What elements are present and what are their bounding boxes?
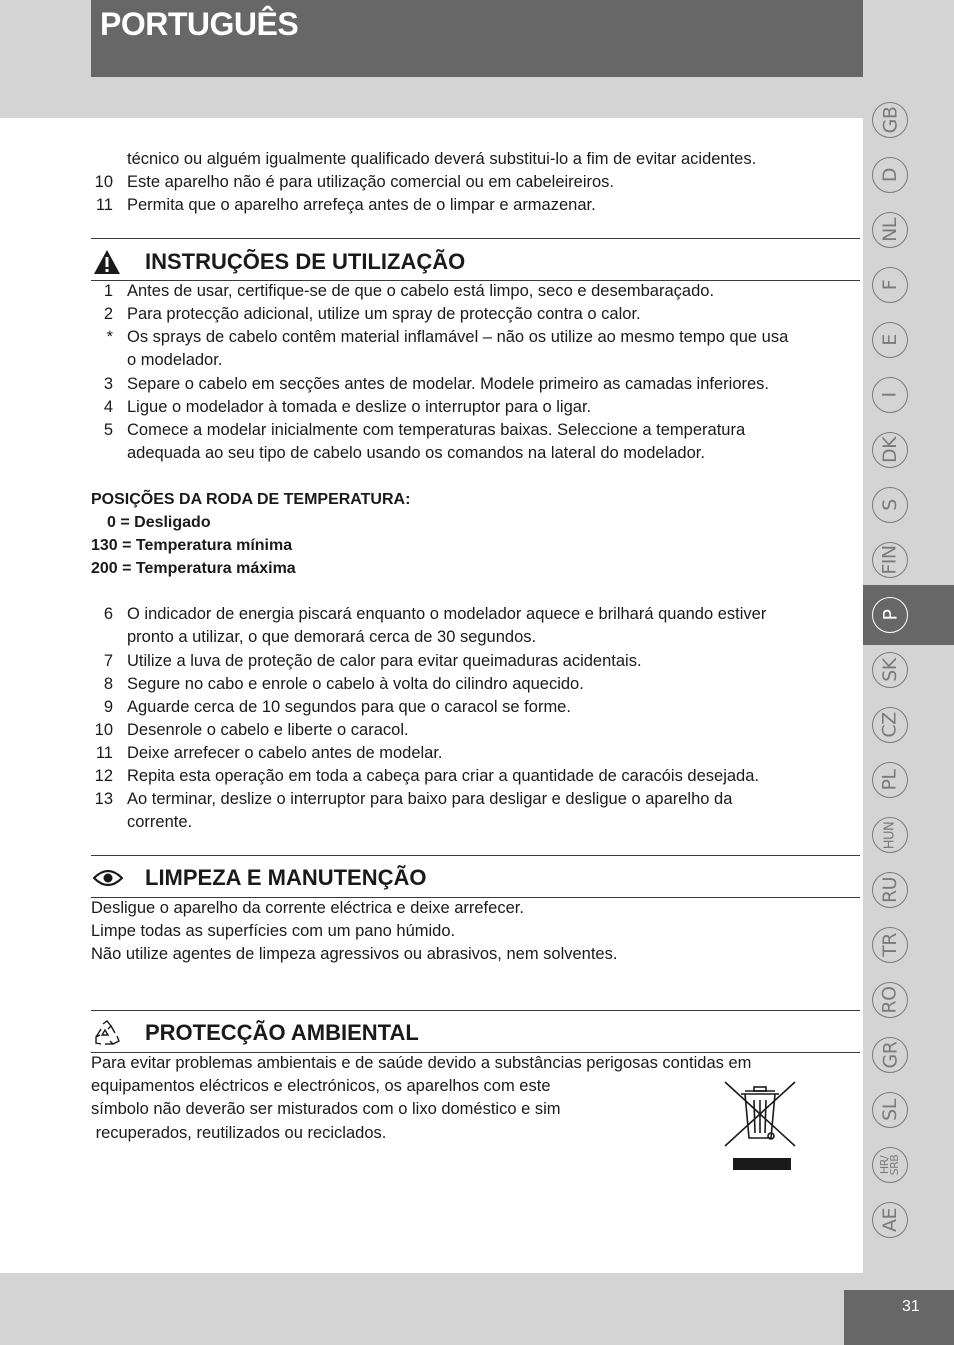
section-divider [91, 1010, 860, 1011]
page-number: 31 [902, 1298, 920, 1315]
lang-label: FIN [879, 545, 901, 575]
lang-tab-pl[interactable] [872, 762, 908, 798]
list-item-text: Aguarde cerca de 10 segundos para que o caracol se forme. [127, 698, 571, 716]
list-item-text: Separe o cabelo em secções antes de modelar. Modele primeiro as camadas inferiores. [127, 375, 770, 393]
list-item-number: 13 [94, 790, 113, 808]
section-divider [91, 855, 860, 856]
lang-label: NL [879, 218, 901, 242]
list-item-number: 12 [94, 767, 113, 785]
lang-tab-cz[interactable] [872, 707, 908, 743]
section-title-cleaning: LIMPEZA E MANUTENÇÃO [145, 865, 427, 890]
paragraph-line: Para evitar problemas ambientais e de saúde devido a substâncias perigosas contidas em [91, 1054, 752, 1072]
paragraph-line: Desligue o aparelho da corrente eléctrica e deixe arrefecer. [91, 899, 524, 917]
lang-label: HR/ SRB [878, 1154, 901, 1176]
lang-label: F [879, 279, 901, 291]
list-item-number: 9 [103, 698, 113, 716]
list-item-text: adequada ao seu tipo de cabelo usando os comandos na lateral do modelador. [127, 444, 705, 462]
list-item-number: 2 [103, 305, 113, 323]
lang-tab-tr[interactable] [872, 927, 908, 963]
lang-tab-p[interactable] [872, 597, 908, 633]
lang-label: D [878, 167, 901, 183]
lang-tab-i[interactable] [872, 377, 908, 413]
lang-tab-ru[interactable] [872, 872, 908, 908]
lang-label: CZ [878, 712, 901, 738]
language-sidebar [863, 100, 954, 1250]
list-item-text: Ligue o modelador à tomada e deslize o interruptor para o ligar. [127, 398, 592, 416]
lang-label: TR [879, 933, 901, 957]
section-title-instructions: INSTRUÇÕES DE UTILIZAÇÃO [145, 249, 466, 274]
page-number-box [844, 1290, 954, 1345]
page-title: PORTUGUÊS [100, 6, 299, 42]
lang-tab-d[interactable] [872, 157, 908, 193]
lang-label: RO [878, 986, 901, 1014]
lang-label: SL [879, 1099, 901, 1121]
list-item-number: 5 [103, 421, 113, 439]
list-item-text: técnico ou alguém igualmente qualificado deverá substitui-lo a fim de evitar acidentes. [127, 150, 757, 168]
lang-label: GB [878, 106, 901, 134]
lang-tab-ae[interactable] [872, 1202, 908, 1238]
list-item-number: 7 [103, 652, 113, 670]
list-item-text: pronto a utilizar, o que demorará cerca de 30 segundos. [127, 628, 537, 646]
paragraph-line: Não utilize agentes de limpeza agressivos ou abrasivos, nem solventes. [91, 945, 618, 963]
eye-icon [93, 867, 123, 889]
list-item-text: Para protecção adicional, utilize um spray de protecção contra o calor. [127, 305, 641, 323]
list-item-text: Antes de usar, certifique-se de que o cabelo está limpo, seco e desembaraçado. [127, 282, 715, 300]
lang-label: I [878, 392, 901, 398]
lang-label: PL [878, 769, 901, 791]
paragraph-line: equipamentos eléctricos e electrónicos, os aparelhos com este [91, 1077, 551, 1095]
list-item-text: Desenrole o cabelo e liberte o caracol. [127, 721, 409, 739]
list-item-text: Deixe arrefecer o cabelo antes de modelar. [127, 744, 443, 762]
list-item-text: Utilize a luva de proteção de calor para evitar queimaduras acidentais. [127, 652, 642, 670]
list-item-number: 8 [103, 675, 113, 693]
lang-tab-gr[interactable] [872, 1037, 908, 1073]
lang-label: AE [878, 1207, 901, 1233]
lang-label: DK [879, 436, 901, 464]
lang-tab-nl[interactable] [872, 212, 908, 248]
lang-tab-e[interactable] [872, 322, 908, 358]
lang-label: RU [878, 876, 901, 904]
list-item-number: 1 [103, 282, 113, 300]
lang-label: P [879, 609, 901, 621]
section-title-environment: PROTECÇÃO AMBIENTAL [145, 1020, 419, 1045]
list-item-number: 4 [103, 398, 113, 416]
temperature-positions-heading: POSIÇÕES DA RODA DE TEMPERATURA: [91, 491, 411, 508]
list-item-number: 6 [103, 605, 113, 623]
lang-tab-f[interactable] [872, 267, 908, 303]
lang-tab-fin[interactable] [872, 542, 908, 578]
paragraph-line: Limpe todas as superfícies com um pano húmido. [91, 922, 456, 940]
list-item-text: O indicador de energia piscará enquanto o modelador aquece e brilhará quando estiver [127, 605, 767, 623]
list-item-number: 11 [95, 196, 113, 214]
list-item-text: Repita esta operação em toda a cabeça para criar a quantidade de caracóis desejada. [127, 767, 759, 785]
lang-tab-sk[interactable] [872, 652, 908, 688]
paragraph-line: símbolo não deverão ser misturados com o lixo doméstico e sim [91, 1100, 561, 1118]
lang-label: HUN [882, 821, 898, 849]
section-divider [91, 238, 860, 239]
list-item-text: Segure no cabo e enrole o cabelo à volta do cilindro aquecido. [127, 675, 584, 693]
lang-tab-ro[interactable] [872, 982, 908, 1018]
list-item-number: 10 [94, 173, 113, 191]
temperature-position: 0 = Desligado [107, 514, 211, 531]
paragraph-line: recuperados, reutilizados ou reciclados. [91, 1124, 387, 1142]
lang-tab-hr-srb[interactable] [872, 1147, 908, 1183]
header-bar [91, 0, 863, 77]
list-item-number: 3 [103, 375, 113, 393]
list-item-text: corrente. [127, 813, 193, 831]
temperature-position: 200 = Temperatura máxima [91, 560, 296, 577]
recycle-icon [93, 1020, 121, 1048]
warning-icon [93, 249, 121, 275]
list-item-text: Este aparelho não é para utilização comercial ou em cabeleireiros. [127, 173, 615, 191]
list-item-number: * [106, 328, 113, 346]
lang-tab-hun[interactable] [872, 817, 908, 853]
lang-tab-sl[interactable] [872, 1092, 908, 1128]
temperature-position: 130 = Temperatura mínima [91, 537, 293, 554]
list-item-number: 11 [95, 744, 113, 762]
lang-tab-gb[interactable] [872, 102, 908, 138]
lang-tab-s[interactable] [872, 487, 908, 523]
crossed-out-bin-icon [723, 1080, 797, 1174]
list-item-number: 10 [94, 721, 113, 739]
lang-label: SK [879, 658, 901, 682]
lang-label: S [879, 499, 901, 511]
lang-label: E [878, 334, 901, 346]
list-item-text: Ao terminar, deslize o interruptor para baixo para desligar e desligue o aparelho da [127, 790, 733, 808]
list-item-text: Permita que o aparelho arrefeça antes de o limpar e armazenar. [127, 196, 596, 214]
lang-tab-dk[interactable] [872, 432, 908, 468]
lang-label: GR [879, 1041, 901, 1069]
list-item-text: Os sprays de cabelo contêm material inflamável – não os utilize ao mesmo tempo que usa [127, 328, 789, 346]
list-item-text: Comece a modelar inicialmente com temperaturas baixas. Seleccione a temperatura [127, 421, 746, 439]
list-item-text: o modelador. [127, 351, 223, 369]
